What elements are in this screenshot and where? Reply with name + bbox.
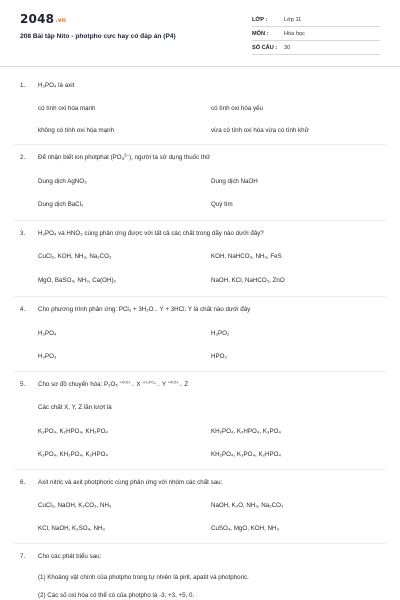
answer-option[interactable]: MgO, BaSO₄, NH₃, Ca(OH)₂ (38, 277, 116, 284)
meta-label: LỚP : (252, 17, 268, 23)
meta-row-subject (252, 27, 380, 41)
answer-option[interactable]: CuCl₂, KOH, NH₃, Na₂CO₃ (38, 253, 112, 260)
answer-option[interactable]: Dung dịch NaOH (211, 178, 258, 185)
answer-option[interactable]: KH₂PO₄, K₃PO₄, K₂HPO₄ (211, 451, 281, 458)
question-substem: Các chất X, Y, Z lần lượt là (38, 404, 112, 411)
question-stem (38, 381, 388, 388)
meta-row-class (252, 13, 380, 27)
question-divider (14, 144, 386, 145)
answer-option[interactable]: HPO₃ (211, 353, 227, 360)
answer-option[interactable]: H₃PO₄ (38, 330, 57, 337)
header-divider (0, 66, 400, 67)
question-number: 3. (20, 230, 26, 237)
page-title: 208 Bài tập Nito - photpho cực hay có đáp án (P4) (20, 33, 176, 40)
stem-subscript: 4 (121, 156, 125, 162)
answer-option[interactable]: có tính oxi hóa yếu (211, 105, 263, 112)
question-stem: Axit nitric và axit photphoric cùng phản ứng với nhóm các chất sau: (38, 479, 223, 486)
answer-option[interactable]: Dung dịch BaCl₂ (38, 201, 84, 208)
reaction-arrow-icon: $^{+KOH}$→ (119, 380, 135, 387)
meta-label: SỐ CÂU : (252, 45, 278, 51)
statement-item: (2) Các số oxi hóa có thể có của photpho là -3, +3, +5, 0. (38, 592, 195, 599)
question-number: 1. (20, 82, 26, 89)
stem-text: Để nhận biết ion photphat (PO (38, 154, 122, 161)
answer-option[interactable]: H₃PO₃ (38, 353, 57, 360)
question-stem: H₃PO₄ là axit (38, 82, 75, 89)
question-divider (14, 543, 386, 544)
stem-superscript: 3− (124, 152, 130, 158)
stem-text: X (134, 381, 143, 388)
stem-text: ), người ta sử dụng thuốc thử (129, 154, 211, 161)
stem-text: Y (160, 381, 168, 388)
question-stem (38, 306, 388, 313)
answer-option[interactable]: K₃PO₄, K₂HPO₄, KH₂PO₄ (38, 428, 108, 435)
question-divider (14, 220, 386, 221)
meta-row-count (252, 41, 380, 55)
arrow-reagent: +KOH (119, 380, 130, 385)
reaction-arrow-icon: → (153, 307, 159, 312)
question-number: 6. (20, 479, 26, 486)
meta-value: Lớp 11 (284, 17, 302, 23)
answer-option[interactable]: KCl, NaOH, K₂SO₄, NH₃ (38, 525, 105, 532)
statement-item: (1) Khoáng vật chính của photpho trong tự nhiên là pirit, apatit và photphoric. (38, 574, 249, 581)
answer-option[interactable]: vừa có tính oxi hóa vừa có tính khử (211, 127, 309, 134)
question-number: 2. (20, 154, 26, 161)
arrow-reagent: +KOH (167, 380, 179, 385)
answer-option[interactable]: NaOH, KCl, NaHCO₃, ZnO (211, 277, 285, 284)
answer-option[interactable]: NaOH, K₂O, NH₃, Na₂CO₃ (211, 502, 284, 509)
question-stem: Cho các phát biểu sau: (38, 553, 102, 560)
meta-table (252, 13, 380, 55)
stem-text: Y + 3HCl. Y là chất nào dưới đây (158, 306, 251, 313)
answer-option[interactable]: K₃PO₄, KH₂PO₄, K₂HPO₄ (38, 451, 108, 458)
answer-option[interactable]: không có tính oxi hóa mạnh (38, 127, 115, 134)
question-stem (38, 154, 388, 161)
answer-option[interactable]: H₃PO₂ (211, 330, 230, 337)
answer-option[interactable]: CuSO₄, MgO, KOH, NH₃ (211, 525, 279, 532)
answer-option[interactable]: Dung dịch AgNO₃ (38, 178, 87, 185)
arrow-reagent: +H₃PO₄ (142, 380, 156, 385)
question-divider (14, 371, 386, 372)
question-number: 4. (20, 306, 26, 313)
answer-option[interactable]: KH₂PO₄, K₂HPO₄, K₃PO₄ (211, 428, 281, 435)
question-number: 5. (20, 381, 26, 388)
answer-option[interactable]: KOH, NaHCO₃, NH₃, FeS (211, 253, 282, 260)
answer-option[interactable]: Quỳ tím (211, 201, 233, 208)
question-divider (14, 296, 386, 297)
stem-text: Cho phương trình phản ứng: PCl₃ + 3H₂O (38, 306, 154, 313)
meta-label: MÔN : (252, 31, 269, 37)
answer-option[interactable]: CuCl₂, NaOH, K₂CO₃, NH₃ (38, 502, 112, 509)
answer-option[interactable]: có tính oxi hóa mạnh (38, 105, 96, 112)
reaction-arrow-icon: $^{+KOH}$→ (167, 380, 183, 387)
logo-text: 2048 (20, 12, 55, 26)
meta-value: Hóa học (284, 31, 305, 37)
question-stem: H₃PO₄ và HNO₃ cùng phản ứng được với tất cả các chất trong dãy nào dưới đây? (38, 230, 264, 237)
logo-suffix: .vn (55, 17, 67, 24)
question-divider (14, 469, 386, 470)
stem-text: Z (182, 381, 189, 388)
question-number: 7. (20, 553, 26, 560)
reaction-arrow-icon: $^{+H_3PO_4}$→ (142, 380, 161, 387)
stem-text: Cho sơ đồ chuyển hóa: P₂O₅ (38, 381, 118, 388)
site-logo[interactable] (20, 12, 66, 26)
document-header (0, 0, 400, 66)
meta-value: 30 (284, 45, 291, 51)
